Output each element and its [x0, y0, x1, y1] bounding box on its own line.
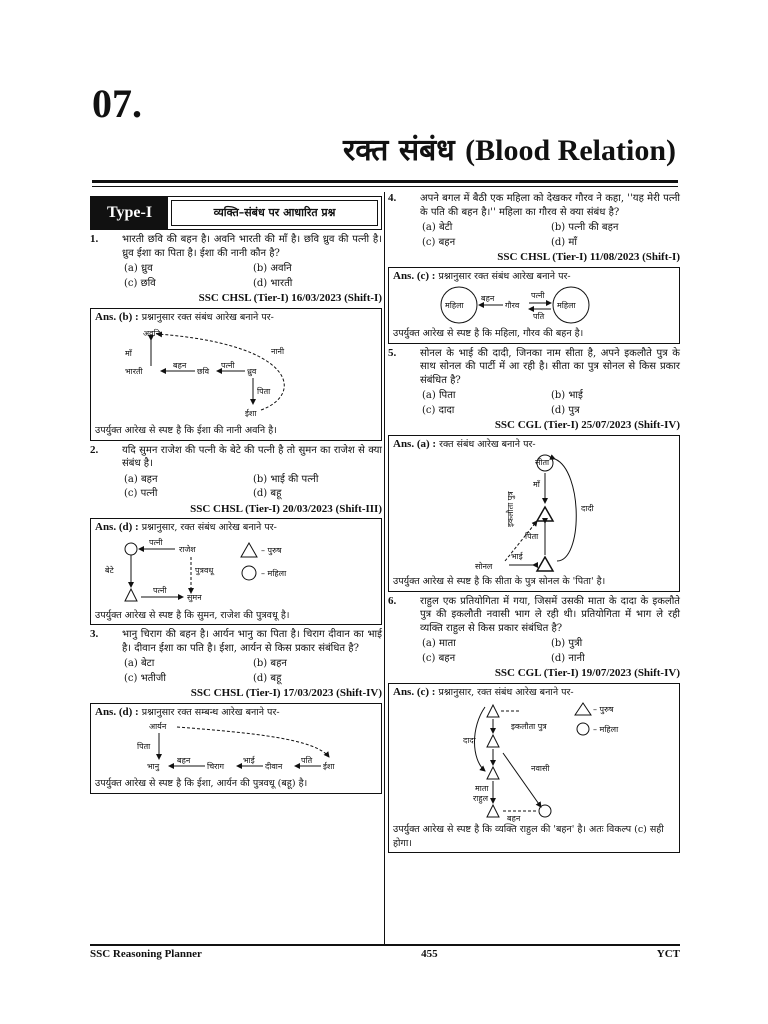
option-b: (b) भाई: [551, 390, 583, 401]
label-bahan: बहन: [177, 756, 191, 765]
option-c: (c) छवि: [124, 277, 156, 289]
option-d: (d) माँ: [551, 236, 577, 248]
label-aryan: आर्यन: [149, 722, 167, 731]
answer-box: [90, 703, 382, 794]
option-b: (b) पुत्री: [551, 638, 583, 649]
label-isha: ईशा: [245, 409, 257, 418]
options: [124, 657, 382, 685]
answer-intro: प्रश्नानुसार रक्त संबंध आरेख बनाने पर-: [141, 311, 274, 323]
chapter-title-english: (Blood Relation): [465, 134, 676, 167]
label-bharti: भारती: [125, 367, 143, 376]
option-b: (b) अवनि: [253, 263, 292, 274]
option-b: (b) पत्नी की बहन: [551, 222, 619, 233]
column-divider: [384, 192, 385, 944]
option-c: (c) बहन: [422, 236, 456, 248]
option-c: (c) दादा: [422, 404, 455, 416]
exam-source: SSC CHSL (Tier-I) 16/03/2023 (Shift-I): [198, 292, 382, 304]
label-mahila: महिला: [445, 301, 464, 310]
label-suman: सुमन: [187, 592, 202, 602]
label-dada: दादा: [463, 736, 476, 745]
option-a: (a) पिता: [422, 390, 456, 401]
label-mahila-2: महिला: [557, 301, 576, 310]
question-1: [90, 233, 382, 441]
label-bhai: भाई: [243, 756, 255, 765]
right-column: [388, 192, 680, 853]
label-sonal: सोनल: [475, 562, 493, 571]
label-iklauta-putra: इकलौता पुत्र: [506, 491, 515, 527]
exam-source: SSC CHSL (Tier-I) 17/03/2023 (Shift-IV): [190, 687, 382, 699]
relation-diagram: [95, 535, 377, 609]
question-2: [90, 444, 382, 626]
exam-source: SSC CGL (Tier-I) 25/07/2023 (Shift-IV): [494, 419, 680, 431]
question-number: 3.: [90, 628, 99, 640]
type-header: [90, 196, 382, 230]
label-putravadhu: पुत्रवधू: [195, 565, 214, 575]
question-text: सोनल के भाई की दादी, जिनका नाम सीता है, अपने इकलौते पुत्र के साथ सोनल की पार्टी में आ रही है। सीता का पुत्र सोनल से किस प्रकार संबंधित है?: [420, 347, 680, 386]
footer-publisher: YCT: [656, 948, 680, 960]
legend-female: – महिला: [593, 725, 619, 734]
page-footer: [90, 948, 680, 960]
answer-box: [388, 435, 680, 592]
label-pita: पिता: [257, 387, 271, 396]
answer-conclusion: उपर्युक्त आरेख से स्पष्ट है कि ईशा की नानी अवनि है।: [95, 425, 277, 436]
label-isha: ईशा: [323, 762, 335, 771]
option-d: (d) भारती: [253, 277, 293, 289]
relation-diagram: [393, 451, 675, 575]
question-6: [388, 595, 680, 854]
answer-key: Ans. (c) :: [393, 685, 436, 698]
answer-box: [90, 308, 382, 441]
chapter-title-hindi: रक्त संबंध: [342, 133, 455, 168]
type-badge: Type-I: [91, 197, 168, 229]
footer-book-title: SSC Reasoning Planner: [90, 948, 202, 960]
label-bahan: बहन: [481, 294, 495, 303]
answer-conclusion: उपर्युक्त आरेख से स्पष्ट है कि महिला, गौरव की बहन है।: [393, 328, 584, 339]
question-number: 5.: [388, 346, 397, 359]
legend-male: – पुरुष: [593, 705, 614, 714]
label-chhavi: छवि: [197, 367, 210, 376]
question-3: [90, 628, 382, 794]
label-patni: पत्नी: [149, 537, 163, 547]
question-number: 2.: [90, 443, 99, 456]
option-d: (d) बहू: [253, 488, 282, 499]
question-number: 4.: [388, 192, 397, 204]
option-a: (a) बहन: [124, 473, 158, 485]
label-nani: नानी: [271, 347, 285, 356]
answer-box: [90, 518, 382, 625]
legend-male: – पुरुष: [261, 545, 282, 555]
label-maa: माँ: [533, 480, 540, 489]
question-4: [388, 192, 680, 344]
page-number: 455: [421, 948, 438, 960]
exam-source: SSC CHSL (Tier-I) 20/03/2023 (Shift-III): [190, 502, 382, 515]
left-column: [90, 192, 382, 794]
question-text: भानु चिराग की बहन है। आर्यन भानु का पिता है। चिराग दीवान का भाई है। दीवान ईशा का पति है। ईशा, आर्यन से किस प्रकार संबंधित है?: [122, 629, 382, 654]
label-dhruv: ध्रुव: [247, 367, 257, 376]
label-bahan: बहन: [173, 361, 187, 370]
footer-rule: [90, 944, 680, 946]
question-5: [388, 347, 680, 592]
label-pati: पति: [533, 312, 545, 321]
answer-intro: रक्त संबंध आरेख बनाने पर-: [439, 438, 536, 450]
label-rahul: राहुल: [473, 794, 489, 803]
question-number: 1.: [90, 233, 99, 245]
answer-conclusion: उपर्युक्त आरेख से स्पष्ट है कि सीता के पुत्र सोनल के 'पिता' है।: [393, 576, 606, 587]
answer-key: Ans. (d) :: [95, 705, 139, 718]
question-text: अपने बगल में बैठी एक महिला को देखकर गौरव ने कहा, ''यह मेरी पत्नी के पति की बहन है।'' महिला का गौरव से क्या संबंध है?: [420, 193, 680, 218]
option-b: (b) बहन: [253, 658, 287, 669]
answer-box: [388, 267, 680, 344]
relation-diagram: [393, 699, 675, 823]
options: [422, 637, 680, 665]
label-bahan: बहन: [507, 814, 521, 823]
label-gaurav: गौरव: [505, 301, 520, 310]
answer-conclusion: उपर्युक्त आरेख से स्पष्ट है कि व्यक्ति राहुल की 'बहन' है। अतः विकल्प (c) सही होगा।: [393, 824, 664, 849]
answer-key: Ans. (c) :: [393, 269, 436, 282]
option-c: (c) बहन: [422, 652, 456, 664]
option-d: (d) पुत्र: [551, 404, 580, 416]
label-mata: माता: [475, 784, 489, 793]
label-pati: पति: [301, 756, 313, 765]
label-avani: अवनि: [143, 329, 161, 338]
label-rajesh: राजेश: [179, 544, 196, 554]
answer-intro: प्रश्नानुसार रक्त संबंध आरेख बनाने पर-: [438, 270, 571, 282]
label-patni: पत्नी: [221, 361, 235, 370]
options: [124, 262, 382, 290]
exam-source: SSC CGL (Tier-I) 19/07/2023 (Shift-IV): [494, 667, 680, 679]
answer-key: Ans. (d) :: [95, 521, 139, 533]
relation-diagram: [95, 324, 377, 424]
label-patni-2: पत्नी: [153, 585, 167, 595]
option-c: (c) भतीजी: [124, 672, 166, 684]
label-diwan: दीवान: [265, 762, 283, 771]
chapter-number: 07.: [92, 81, 142, 126]
answer-conclusion: उपर्युक्त आरेख से स्पष्ट है कि ईशा, आर्यन की पुत्रवधू (बहू) है।: [95, 778, 308, 789]
legend-female: – महिला: [261, 568, 287, 578]
relation-diagram: [393, 283, 675, 327]
question-text: राहुल एक प्रतियोगिता में गया, जिसमें उसकी माता के दादा के इकलौते पुत्र की इकलौती नवासी भाग ले रही थी। प्रतियोगिता में भाग ले रही व्यक्ति राहुल से किस प्रकार संबंधित है?: [420, 595, 680, 634]
label-iklauta-putra: इकलौता पुत्र: [511, 722, 547, 731]
answer-key: Ans. (b) :: [95, 310, 139, 323]
label-dadi: दादी: [581, 504, 594, 513]
title-rule-thin: [92, 186, 678, 187]
label-chirag: चिराग: [207, 762, 224, 771]
relation-diagram: [95, 719, 377, 777]
options: [422, 389, 680, 417]
type-label: व्यक्ति–संबंध पर आधारित प्रश्न: [171, 200, 378, 226]
label-pita: पिता: [137, 742, 151, 751]
label-sita: सीता: [535, 458, 550, 467]
question-text: भारती छवि की बहन है। अवनि भारती की माँ है। छवि ध्रुव की पत्नी है। ध्रुव ईशा का पिता है। ईशा की नानी कौन है?: [122, 234, 382, 259]
option-a: (a) ध्रुव: [124, 263, 153, 274]
label-maa: माँ: [125, 349, 132, 358]
answer-intro: प्रश्नानुसार रक्त सम्बन्ध आरेख बनाने पर-: [141, 706, 280, 718]
label-bhai: भाई: [511, 552, 523, 561]
options: [124, 473, 382, 501]
title-rule-thick: [92, 180, 678, 183]
options: [422, 221, 680, 249]
label-patni: पत्नी: [531, 291, 545, 300]
answer-conclusion: उपर्युक्त आरेख से स्पष्ट है कि सुमन, राजेश की पुत्रवधू है।: [95, 609, 290, 621]
label-bete: बेटे: [105, 565, 114, 575]
label-navasi: नवासी: [531, 764, 550, 773]
option-a: (a) बेटा: [124, 658, 155, 669]
answer-intro: प्रश्नानुसार, रक्त संबंध आरेख बनाने पर-: [141, 522, 277, 533]
question-number: 6.: [388, 594, 397, 607]
question-text: यदि सुमन राजेश की पत्नी के बेटे की पत्नी है तो सुमन का राजेश से क्या संबंध है।: [122, 444, 382, 469]
answer-intro: प्रश्नानुसार, रक्त संबंध आरेख बनाने पर-: [438, 686, 574, 698]
option-a: (a) माता: [422, 638, 456, 649]
answer-key: Ans. (a) :: [393, 437, 437, 450]
option-a: (a) बेटी: [422, 222, 453, 233]
option-d: (d) नानी: [551, 652, 585, 664]
option-c: (c) पत्नी: [124, 488, 158, 499]
answer-box: [388, 683, 680, 854]
exam-source: SSC CHSL (Tier-I) 11/08/2023 (Shift-I): [497, 251, 680, 263]
option-b: (b) भाई की पत्नी: [253, 473, 319, 485]
label-bhanu: भानु: [147, 762, 160, 771]
label-pita: पिता: [525, 532, 539, 541]
chapter-title: [343, 128, 676, 169]
option-d: (d) बहू: [253, 672, 282, 684]
